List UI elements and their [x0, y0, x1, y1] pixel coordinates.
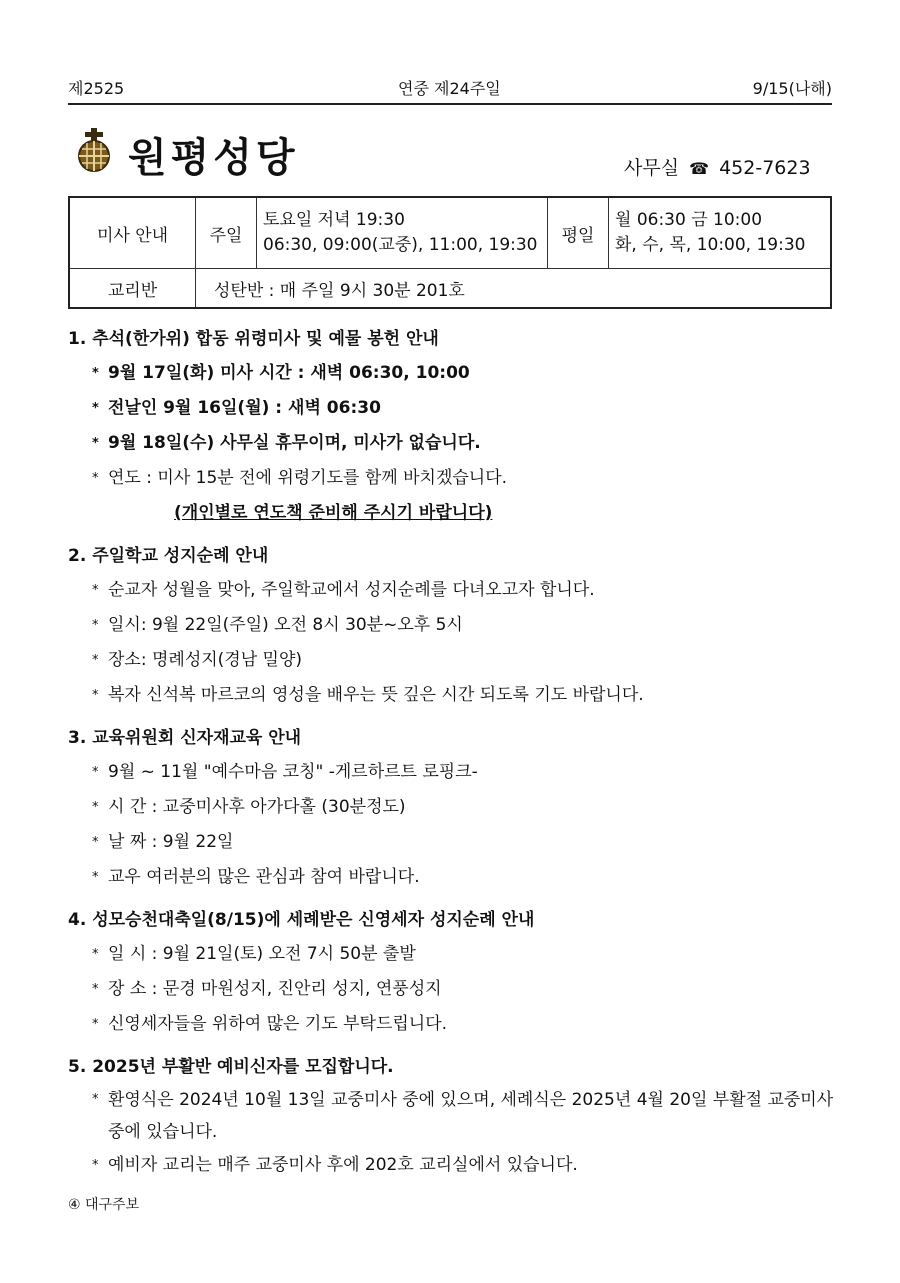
bulletin-header — [68, 72, 832, 102]
announcement-section — [68, 1050, 848, 1183]
bullet-icon: * — [92, 870, 99, 885]
section-note: (개인별로 연도책 준비해 주시기 바랍니다) — [174, 503, 493, 523]
weekday-time-line: 화, 수, 목, 10:00, 19:30 — [615, 235, 806, 255]
bullet-icon: * — [92, 982, 99, 997]
bullet-icon: * — [92, 471, 99, 486]
weekday-times-cell — [609, 197, 832, 269]
announcement-section — [68, 322, 848, 531]
bullet-icon: * — [92, 583, 99, 598]
item-text: 9월 ~ 11월 "예수마음 코칭" -게르하르트 로핑크- — [108, 762, 478, 782]
mass-label-cell: 미사 안내 — [69, 197, 196, 269]
bullet-icon: * — [92, 401, 99, 416]
bullet-icon: * — [92, 618, 99, 633]
section-title: 1. 추석(한가위) 합동 위령미사 및 예물 봉헌 안내 — [68, 329, 439, 349]
list-item — [68, 825, 848, 860]
list-item — [68, 1084, 848, 1148]
list-item — [68, 426, 848, 461]
list-item — [68, 391, 848, 426]
bullet-icon: * — [92, 947, 99, 962]
item-text: 복자 신석복 마르코의 영성을 배우는 뜻 깊은 시간 되도록 기도 바랍니다. — [108, 685, 644, 705]
item-text: 날 짜 : 9월 22일 — [108, 832, 234, 852]
catechism-text-cell: 성탄반 : 매 주일 9시 30분 201호 — [196, 269, 832, 309]
office-phone: 452-7623 — [719, 157, 811, 179]
item-text: 장 소 : 문경 마원성지, 진안리 성지, 연풍성지 — [108, 979, 442, 999]
section-title: 2. 주일학교 성지순례 안내 — [68, 546, 269, 566]
list-item — [68, 643, 848, 678]
list-item — [68, 937, 848, 972]
bullet-icon: * — [92, 653, 99, 668]
bullet-icon: * — [92, 835, 99, 850]
list-item — [68, 573, 848, 608]
mass-row — [69, 197, 831, 269]
weekday-label-cell: 평일 — [548, 197, 609, 269]
bullet-icon: * — [92, 765, 99, 780]
bullet-icon: * — [92, 1017, 99, 1032]
item-text: 일 시 : 9월 21일(토) 오전 7시 50분 출발 — [108, 944, 416, 964]
bullet-icon: * — [92, 1092, 99, 1107]
item-text: 교우 여러분의 많은 관심과 참여 바랍니다. — [108, 867, 420, 887]
list-item — [68, 1148, 848, 1183]
bullet-icon: * — [92, 800, 99, 815]
sunday-time-line: 토요일 저녁 19:30 — [263, 210, 405, 230]
announcements — [68, 322, 848, 1191]
section-title: 3. 교육위원회 신자재교육 안내 — [68, 728, 302, 748]
item-text: 9월 17일(화) 미사 시간 : 새벽 06:30, 10:00 — [108, 363, 470, 383]
list-item — [68, 461, 848, 496]
list-item — [68, 790, 848, 825]
office-contact — [624, 153, 811, 180]
item-text: 시 간 : 교중미사후 아가다홀 (30분정도) — [108, 797, 406, 817]
item-text: 순교자 성월을 맞아, 주일학교에서 성지순례를 다녀오고자 합니다. — [108, 580, 595, 600]
mass-schedule-table — [68, 196, 832, 309]
item-text: 환영식은 2024년 10월 13일 교중미사 중에 있으며, 세례식은 2025년 4월 20일 부활절 교중미사 중에 있습니다. — [108, 1090, 834, 1142]
bulletin-date: 9/15(나해) — [752, 79, 832, 98]
list-item — [68, 608, 848, 643]
phone-icon: ☎ — [689, 159, 710, 178]
office-label: 사무실 — [624, 157, 680, 179]
page-footer: ④ 대구주보 — [68, 1197, 140, 1213]
section-title: 5. 2025년 부활반 예비신자를 모집합니다. — [68, 1057, 394, 1077]
list-item — [68, 972, 848, 1007]
item-text: 9월 18일(수) 사무실 휴무이며, 미사가 없습니다. — [108, 433, 481, 453]
list-item — [68, 1007, 848, 1042]
header-divider — [68, 103, 832, 105]
weekday-time-line: 월 06:30 금 10:00 — [615, 210, 763, 230]
sunday-times-cell — [257, 197, 548, 269]
sunday-label-cell: 주일 — [196, 197, 257, 269]
list-item — [68, 356, 848, 391]
announcement-section — [68, 721, 848, 895]
announcement-section — [68, 903, 848, 1042]
item-text: 장소: 명례성지(경남 밀양) — [108, 650, 303, 670]
church-name: 원평성당 — [128, 135, 299, 181]
bullet-icon: * — [92, 436, 99, 451]
bullet-icon: * — [92, 1158, 99, 1173]
item-text: 예비자 교리는 매주 교중미사 후에 202호 교리실에서 있습니다. — [108, 1155, 578, 1175]
list-item — [68, 755, 848, 790]
list-item — [68, 678, 848, 713]
item-text: 연도 : 미사 15분 전에 위령기도를 함께 바치겠습니다. — [108, 468, 508, 488]
liturgical-week: 연중 제24주일 — [398, 79, 501, 98]
catechism-row — [69, 269, 831, 309]
bullet-icon: * — [92, 366, 99, 381]
list-item — [68, 860, 848, 895]
item-text: 신영세자들을 위하여 많은 기도 부탁드립니다. — [108, 1014, 448, 1034]
catechism-label-cell: 교리반 — [69, 269, 196, 309]
item-text: 전날인 9월 16일(월) : 새벽 06:30 — [108, 398, 381, 418]
section-title: 4. 성모승천대축일(8/15)에 세례받은 신영세자 성지순례 안내 — [68, 910, 535, 930]
item-text: 일시: 9월 22일(주일) 오전 8시 30분~오후 5시 — [108, 615, 463, 635]
bullet-icon: * — [92, 688, 99, 703]
sunday-time-line: 06:30, 09:00(교중), 11:00, 19:30 — [263, 235, 538, 255]
church-logo-icon — [72, 128, 116, 172]
announcement-section — [68, 539, 848, 713]
issue-number: 제2525 — [68, 79, 125, 98]
